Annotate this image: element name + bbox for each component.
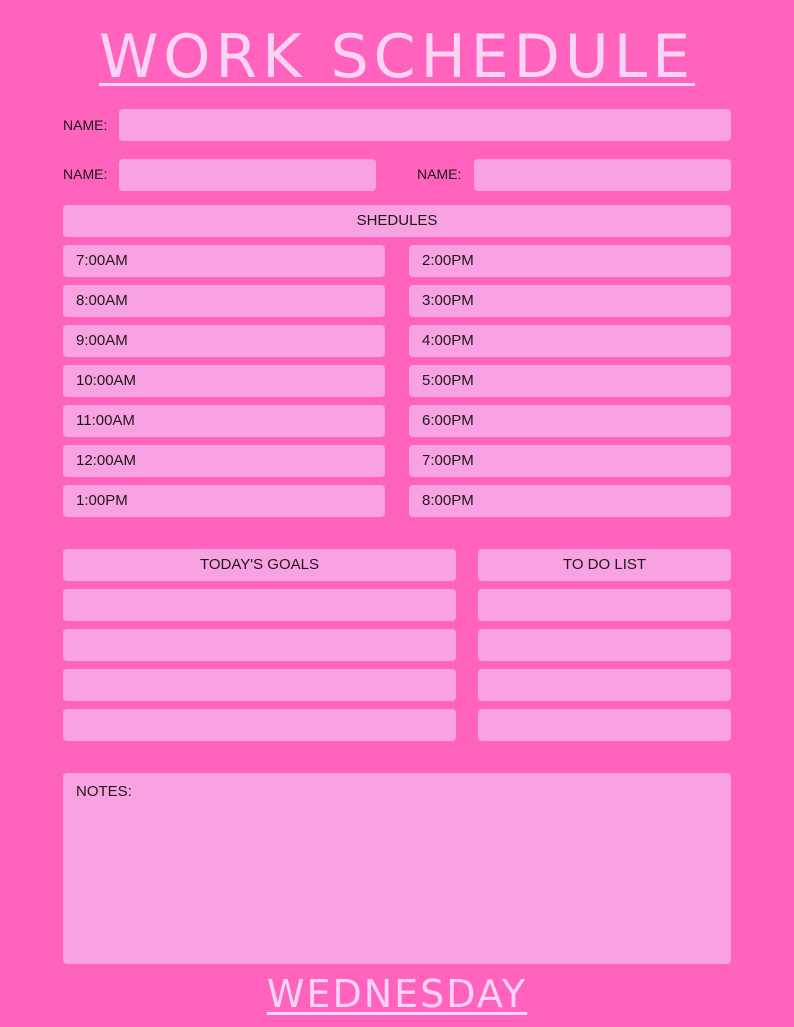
schedules-header: SHEDULES <box>63 205 731 237</box>
day-label: WEDNESDAY <box>266 972 528 1016</box>
goals-header: TODAY'S GOALS <box>63 549 456 581</box>
todo-line[interactable] <box>478 709 731 741</box>
schedule-slot-right[interactable]: 6:00PM <box>409 405 731 437</box>
schedule-slot-left[interactable]: 8:00AM <box>63 285 385 317</box>
schedule-slot-right[interactable]: 2:00PM <box>409 245 731 277</box>
schedule-slot-left[interactable]: 12:00AM <box>63 445 385 477</box>
schedule-slot-right[interactable]: 7:00PM <box>409 445 731 477</box>
schedule-slot-right[interactable]: 4:00PM <box>409 325 731 357</box>
todo-line[interactable] <box>478 629 731 661</box>
schedule-slot-left[interactable]: 9:00AM <box>63 325 385 357</box>
page-title: WORK SCHEDULE <box>98 22 696 92</box>
name-field-3[interactable] <box>474 159 731 191</box>
schedule-slot-left[interactable]: 10:00AM <box>63 365 385 397</box>
notes-box[interactable] <box>63 773 731 964</box>
schedule-slot-left[interactable]: 1:00PM <box>63 485 385 517</box>
goal-line[interactable] <box>63 629 456 661</box>
goal-line[interactable] <box>63 669 456 701</box>
name-field-1[interactable] <box>119 109 731 141</box>
schedule-slot-left[interactable]: 7:00AM <box>63 245 385 277</box>
schedule-slot-right[interactable]: 8:00PM <box>409 485 731 517</box>
todo-header: TO DO LIST <box>478 549 731 581</box>
name-label-3: NAME: <box>417 166 462 182</box>
notes-label: NOTES: <box>76 783 132 800</box>
schedule-slot-right[interactable]: 3:00PM <box>409 285 731 317</box>
schedule-slot-right[interactable]: 5:00PM <box>409 365 731 397</box>
todo-line[interactable] <box>478 669 731 701</box>
schedule-slot-left[interactable]: 11:00AM <box>63 405 385 437</box>
todo-line[interactable] <box>478 589 731 621</box>
goal-line[interactable] <box>63 589 456 621</box>
name-label-2: NAME: <box>63 166 108 182</box>
name-field-2[interactable] <box>119 159 376 191</box>
goal-line[interactable] <box>63 709 456 741</box>
name-label-1: NAME: <box>63 117 108 133</box>
